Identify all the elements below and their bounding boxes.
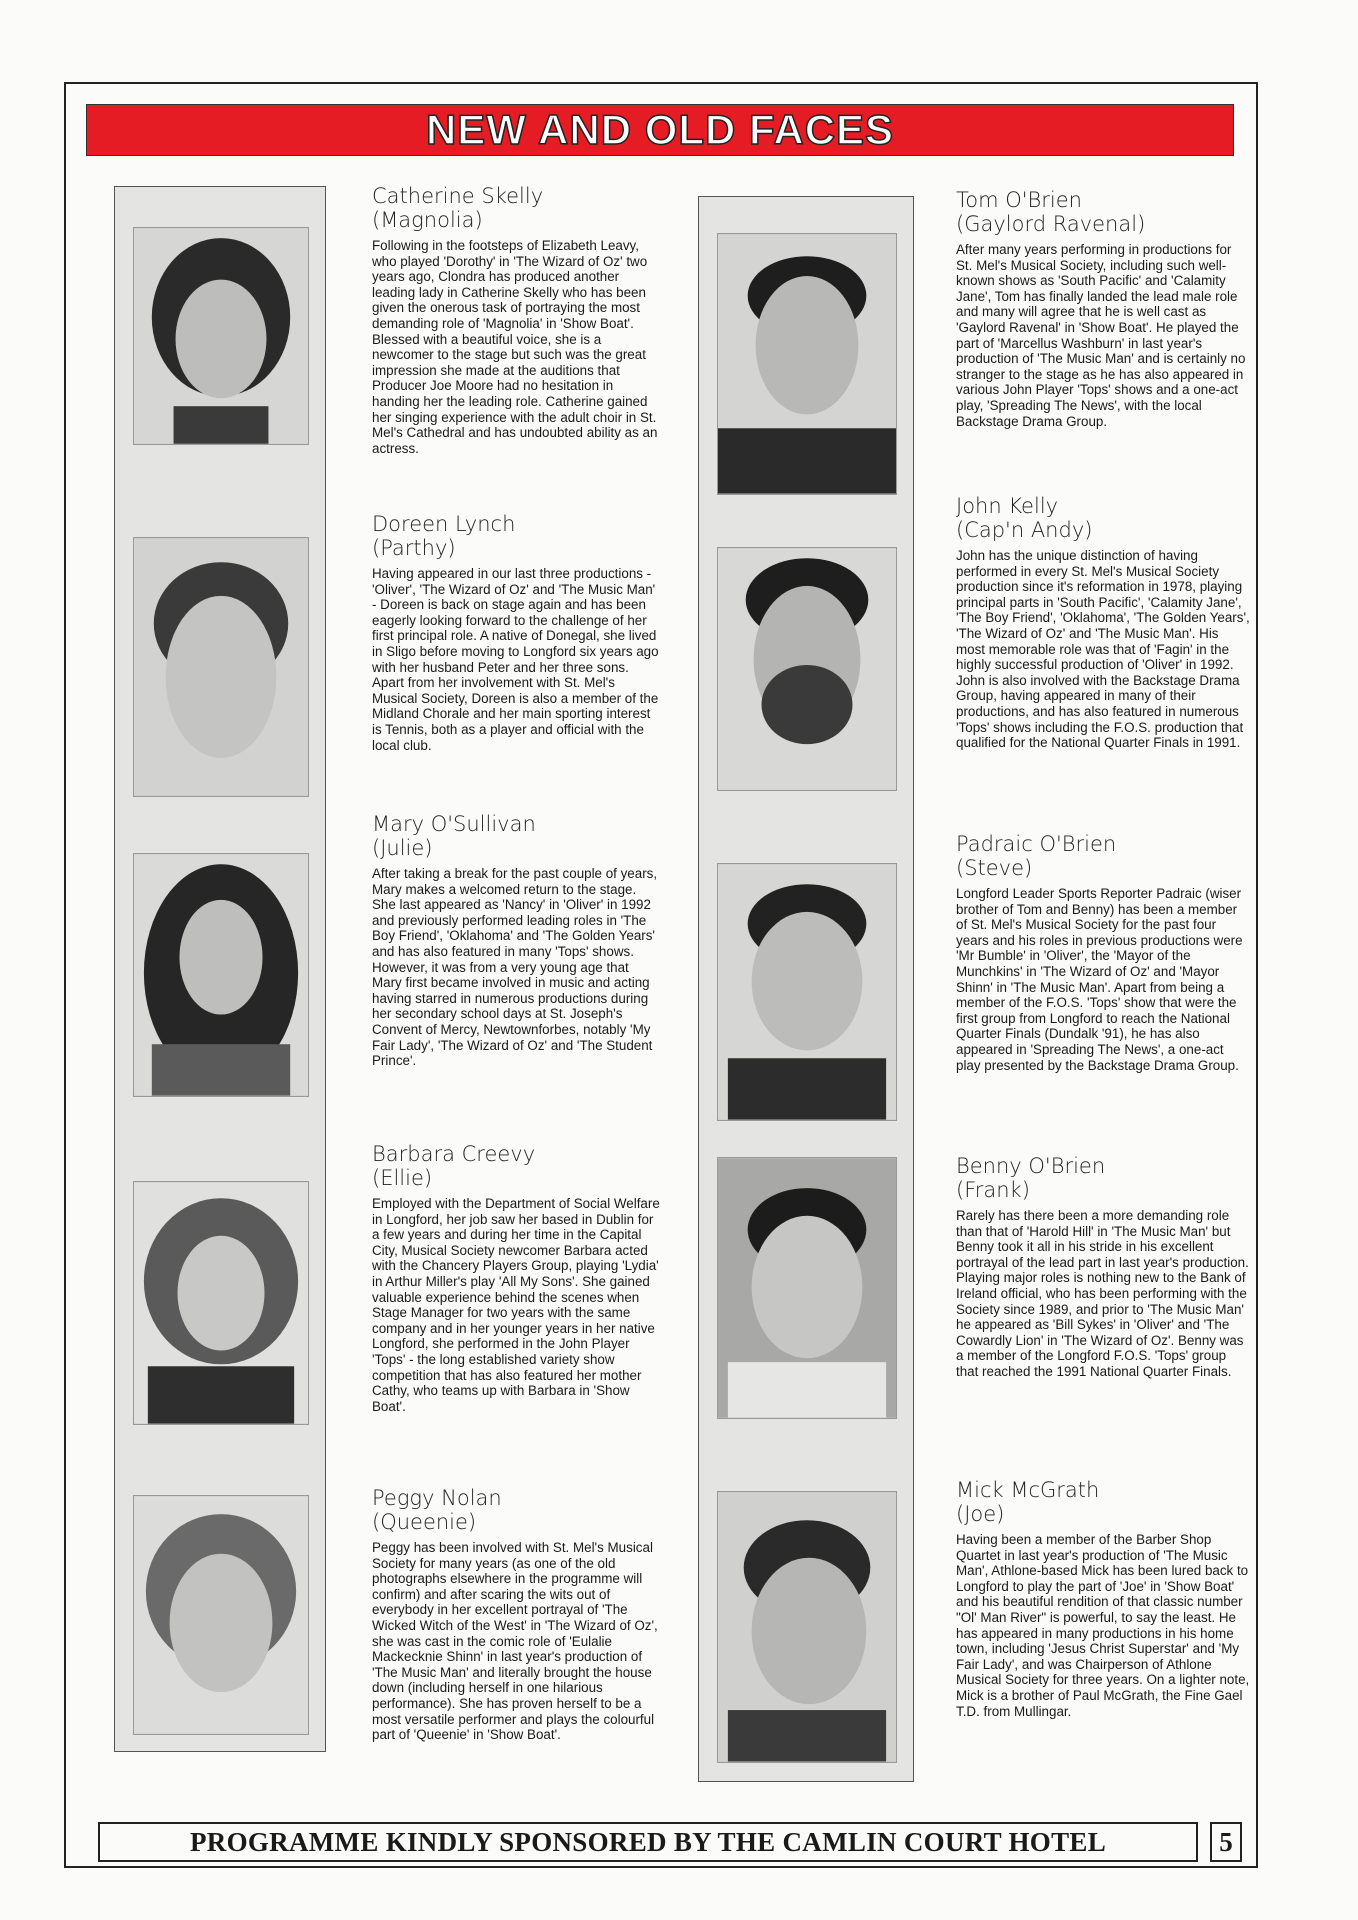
- cast-bio: Peggy has been involved with St. Mel's Musical Society for many years (as one of the old photographs elsewhere in the programme will confirm) and after scaring the wits out of everybody in her excellent portrayal of 'The Wicked Witch of the West' in 'The Wizard of Oz', she was cast in the comic role of 'Eulalie Mackecknie Shinn' in last year's production of 'The Music Man' and literally brought the house down (including herself in one hilarious performance). She has proven herself to be a most versatile performer and plays the colourful part of 'Queenie' in 'Show Boat'.: [372, 1540, 658, 1743]
- photo-padraic-obrien: [717, 863, 897, 1121]
- page-title-banner: [86, 104, 1234, 156]
- sponsor-footer: [98, 1822, 1198, 1862]
- photo-tom-obrien: [717, 233, 897, 495]
- cast-role: (Magnolia): [372, 208, 483, 232]
- cast-name: Doreen Lynch: [372, 512, 516, 536]
- cast-name: Mick McGrath: [956, 1478, 1100, 1502]
- left-photo-strip: [114, 186, 326, 1752]
- cast-role: (Joe): [956, 1502, 1005, 1526]
- cast-name: Peggy Nolan: [372, 1486, 502, 1510]
- cast-name: John Kelly: [956, 494, 1059, 518]
- cast-entry-tom-obrien: [956, 188, 1250, 429]
- cast-name: Mary O'Sullivan: [372, 812, 536, 836]
- cast-bio: Following in the footsteps of Elizabeth Leavy, who played 'Dorothy' in 'The Wizard of Oz' two years ago, Clondra has produced another leading lady in Catherine Skelly who has been given the onerous task of portraying the most demanding role of 'Magnolia' in 'Show Boat'. Blessed with a beautiful voice, she is a newcomer to the stage but such was the great impression she made at the auditions that Producer Joe Moore had no hesitation in handing her the leading role. Catherine gained her singing experience with the adult choir in St. Mel's Cathedral and has undoubted ability as an actress.: [372, 238, 658, 456]
- cast-name: Benny O'Brien: [956, 1154, 1106, 1178]
- photo-benny-obrien: [717, 1157, 897, 1419]
- cast-bio: After taking a break for the past couple of years, Mary makes a welcomed return to the stage. She last appeared as 'Nancy' in 'Oliver' in 1992 and previously performed leading roles in 'The Boy Friend', 'Oklahoma' and 'The Golden Years' and has also featured in many 'Tops' shows. However, it was from a very young age that Mary first became involved in music and acting having starred in numerous productions during her secondary school days at St. Joseph's Convent of Mercy, Newtownforbes, notably 'My Fair Lady', 'The Wizard of Oz' and 'The Student Prince'.: [372, 866, 658, 1069]
- right-photo-strip: [698, 196, 914, 1782]
- photo-peggy-nolan: [133, 1495, 309, 1735]
- photo-catherine-skelly: [133, 227, 309, 445]
- cast-role: (Ellie): [372, 1166, 433, 1190]
- cast-entry-john-kelly: [956, 494, 1250, 751]
- cast-bio: After many years performing in productions for St. Mel's Musical Society, including such well-known shows as 'South Pacific' and 'Calamity Jane', Tom has finally landed the lead male role and many will agree that he is well cast as 'Gaylord Ravenal' in 'Show Boat'. He played the part of 'Marcellus Washburn' in last year's production of 'The Music Man' and is certainly no stranger to the stage as he has also appeared in various John Player 'Tops' shows and a one-act play, 'Spreading The News', with the local Backstage Drama Group.: [956, 242, 1246, 429]
- cast-bio: Longford Leader Sports Reporter Padraic (wiser brother of Tom and Benny) has been a member of St. Mel's Musical Society for the past four years and his roles in previous productions were 'Mr Bumble' in 'Oliver', the 'Mayor of the Munchkins' in 'The Wizard of Oz' and 'Mayor Shinn' in 'The Music Man'. Apart from being a member of the F.O.S. 'Tops' show that were the first group from Longford to reach the National Quarter Finals (Dundalk '91), he has also appeared in 'Spreading The News', a one-act play presented by the Backstage Drama Group.: [956, 886, 1243, 1073]
- cast-role: (Queenie): [372, 1510, 477, 1534]
- cast-bio: Employed with the Department of Social Welfare in Longford, her job saw her based in Dublin for a few years and during her time in the Capital City, Musical Society newcomer Barbara acted with the Chancery Players Group, playing 'Lydia' in Arthur Miller's play 'All My Sons'. She gained valuable experience behind the scenes when Stage Manager for two years with the same company and in her younger years in her native Longford, she performed in the John Player 'Tops' - the long established variety show competition that has also featured her mother Cathy, who teams up with Barbara in 'Show Boat'.: [372, 1196, 660, 1414]
- cast-name: Barbara Creevy: [372, 1142, 536, 1166]
- cast-role: (Gaylord Ravenal): [956, 212, 1146, 236]
- cast-entry-doreen-lynch: [372, 512, 662, 753]
- cast-name: Tom O'Brien: [956, 188, 1082, 212]
- cast-name: Catherine Skelly: [372, 184, 544, 208]
- cast-entry-mick-mcgrath: [956, 1478, 1250, 1719]
- cast-entry-mary-osullivan: [372, 812, 662, 1069]
- photo-mary-osullivan: [133, 853, 309, 1097]
- page-number: 5: [1210, 1822, 1242, 1862]
- sponsor-text: PROGRAMME KINDLY SPONSORED BY THE CAMLIN COURT HOTEL: [189, 1826, 1106, 1857]
- cast-entry-benny-obrien: [956, 1154, 1250, 1380]
- photo-doreen-lynch: [133, 537, 309, 797]
- cast-entry-catherine-skelly: [372, 184, 662, 456]
- cast-role: (Parthy): [372, 536, 456, 560]
- cast-role: (Steve): [956, 856, 1033, 880]
- cast-entry-peggy-nolan: [372, 1486, 662, 1743]
- cast-role: (Julie): [372, 836, 433, 860]
- photo-barbara-creevy: [133, 1181, 309, 1425]
- cast-name: Padraic O'Brien: [956, 832, 1117, 856]
- cast-role: (Cap'n Andy): [956, 518, 1093, 542]
- page-title: NEW AND OLD FACES: [425, 106, 895, 153]
- cast-entry-barbara-creevy: [372, 1142, 662, 1414]
- photo-john-kelly: [717, 547, 897, 791]
- cast-bio: Having appeared in our last three productions - 'Oliver', 'The Wizard of Oz' and 'The Music Man' - Doreen is back on stage again and has been eagerly looking forward to the challenge of her first principal role. A native of Donegal, she lived in Sligo before moving to Longford six years ago with her husband Peter and her three sons. Apart from her involvement with St. Mel's Musical Society, Doreen is also a member of the Midland Chorale and her main sporting interest is Tennis, both as a player and official with the local club.: [372, 566, 659, 753]
- cast-role: (Frank): [956, 1178, 1030, 1202]
- cast-entry-padraic-obrien: [956, 832, 1250, 1073]
- cast-bio: John has the unique distinction of having performed in every St. Mel's Musical Society production since it's reformation in 1978, playing principal parts in 'South Pacific', 'Calamity Jane', 'The Boy Friend', 'Oklahoma', 'The Golden Years', 'The Wizard of Oz' and 'The Music Man'. His most memorable role was that of 'Fagin' in the highly successful production of 'Oliver' in 1992. John is also involved with the Backstage Drama Group, having appeared in many of their productions, and has also featured in numerous 'Tops' shows including the F.O.S. production that qualified for the National Quarter Finals in 1991.: [956, 548, 1250, 751]
- cast-bio: Having been a member of the Barber Shop Quartet in last year's production of 'The Music Man', Athlone-based Mick has been lured back to Longford to play the part of 'Joe' in 'Show Boat' and his beautiful rendition of that classic number "Ol' Man River" is powerful, to say the least. He has appeared in many productions in his home town, including 'Jesus Christ Superstar' and 'My Fair Lady', and was Chairperson of Athlone Musical Society for three years. On a lighter note, Mick is a brother of Paul McGrath, the Fine Gael T.D. from Mullingar.: [956, 1532, 1250, 1719]
- cast-bio: Rarely has there been a more demanding role than that of 'Harold Hill' in 'The Music Man' but Benny took it all in his stride in his excellent portrayal of the lead part in last year's production. Playing major roles is nothing new to the Bank of Ireland official, who has been performing with the Society since 1989, and prior to 'The Music Man' he appeared as 'Bill Sykes' in 'Oliver' and 'The Cowardly Lion' in 'The Wizard of Oz'. Benny was a member of the Longford F.O.S. 'Tops' group that reached the 1991 National Quarter Finals.: [956, 1208, 1249, 1379]
- photo-mick-mcgrath: [717, 1491, 897, 1763]
